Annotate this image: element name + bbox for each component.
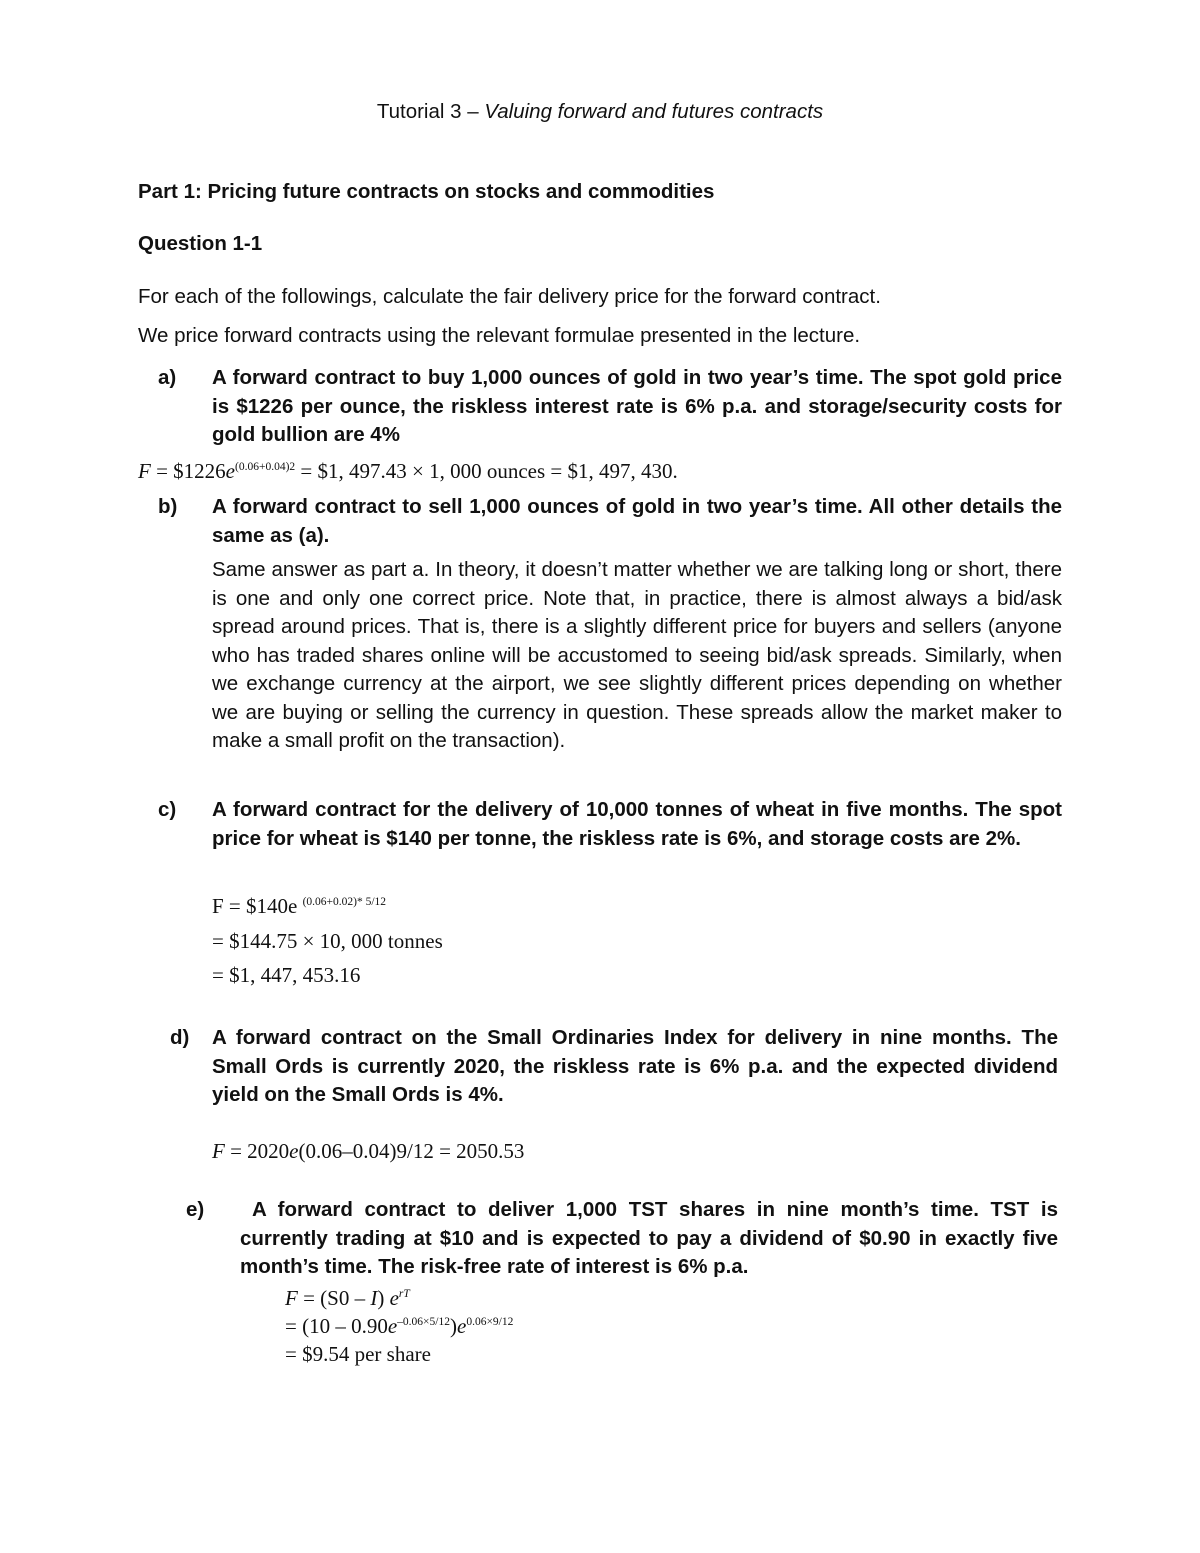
item-e-f-lhs: F [285, 1286, 298, 1310]
item-e-f-exponent: rT [398, 1288, 410, 1300]
question-heading: Question 1-1 [138, 232, 263, 255]
item-e-f-e: e [389, 1286, 399, 1310]
item-e-f-mid: = (S0 – [297, 1286, 371, 1310]
item-b-answer: Same answer as part a. In theory, it doesn’t matter whether we are talking long or short, there is one and only one correct price. Note that, in practice, there is almost always a bid/ask spread around prices. That is, there is a slightly different price for buyers and sellers (anyone who has traded shares online will be accustomed to seeing bid/ask spreads. Similarly, when we exchange currency at the airport, we see slightly different prices depending on whether we are buying or selling the currency in question. These spreads allow the market maker to make a small profit on the transaction). [212, 558, 1062, 752]
item-a-label: a) [158, 366, 177, 389]
page-title [0, 98, 1200, 127]
item-e-l2-exponent-1: –0.06×5/12 [397, 1316, 450, 1328]
item-a-question: A forward contract to buy 1,000 ounces of gold in two year’s time. The spot gold price is $1226 per ounce, the riskless interest rate is 6% p.a. and storage/security costs for gold bullion are 4% [212, 366, 1062, 446]
item-a-answer-exponent: (0.06+0.04)2 [235, 461, 296, 473]
title-italic: Valuing forward and futures contracts [484, 100, 824, 123]
item-e-l2-b: ) [449, 1314, 457, 1338]
item-d-label: d) [170, 1026, 190, 1049]
item-a-answer [138, 457, 678, 490]
intro-text-2: We price forward contracts using the relevant formulae presented in the lecture. [138, 324, 861, 347]
item-d-answer [212, 1137, 524, 1166]
intro-text-1: For each of the followings, calculate the fair delivery price for the forward contract. [138, 285, 881, 308]
item-e-l2-exponent-2: 0.06×9/12 [466, 1316, 514, 1328]
item-c-answer-line-1 [212, 892, 386, 925]
item-e-l2-e1: e [387, 1314, 398, 1338]
item-d-answer-e: e [289, 1139, 299, 1163]
item-e-f-close: ) [377, 1286, 390, 1310]
item-a-answer-base: = $1226 [150, 459, 226, 483]
item-c-question: A forward contract for the delivery of 10,000 tonnes of wheat in five months. The spot price for wheat is $140 per tonne, the riskless rate is 6%, and storage costs are 2%. [212, 798, 1062, 850]
item-e-label: e) [186, 1198, 205, 1221]
part-heading: Part 1: Pricing future contracts on stocks and commodities [138, 180, 715, 203]
title-prefix: Tutorial 3 – [376, 100, 485, 123]
item-a-answer-e: e [225, 459, 235, 483]
item-e-l2-e2: e [456, 1314, 467, 1338]
item-c-answer-line-2: = $144.75 × 10, 000 tonnes [212, 929, 443, 953]
item-a-answer-rest: = $1, 497.43 × 1, 000 ounces = $1, 497, 430. [295, 459, 678, 483]
item-c-label: c) [158, 798, 177, 821]
item-e-question: A forward contract to deliver 1,000 TST shares in nine month’s time. TST is currently trading at $10 and is expected to pay a dividend of $0.90 in exactly five month’s time. The risk-free rate of interest is 6% p.a. [240, 1198, 1058, 1278]
item-b-question: A forward contract to sell 1,000 ounces of gold in two year’s time. All other details the same as (a). [212, 495, 1062, 547]
item-d-answer-rest: (0.06–0.04)9/12 = 2050.53 [298, 1139, 525, 1163]
item-c-line1-exponent: (0.06+0.02)* 5/12 [302, 896, 387, 908]
item-d-question: A forward contract on the Small Ordinaries Index for delivery in nine months. The Small Ords is currently 2020, the riskless rate is 6% p.a. and the expected dividend yield on the Small Ords is 4%. [212, 1026, 1058, 1106]
item-e-f-i: I [370, 1286, 378, 1310]
item-e-formula-line-3: = $9.54 per share [285, 1342, 431, 1366]
item-e-l2-a: = (10 – 0.90 [285, 1314, 388, 1338]
item-d-answer-lhs: F [212, 1139, 225, 1163]
item-c-answer-line-3: = $1, 447, 453.16 [212, 963, 361, 987]
item-a-answer-lhs: F [138, 459, 151, 483]
item-d-answer-mid: = 2020 [224, 1139, 290, 1163]
item-c-line1-base: F = $140e [212, 894, 303, 918]
item-b-label: b) [158, 495, 178, 518]
